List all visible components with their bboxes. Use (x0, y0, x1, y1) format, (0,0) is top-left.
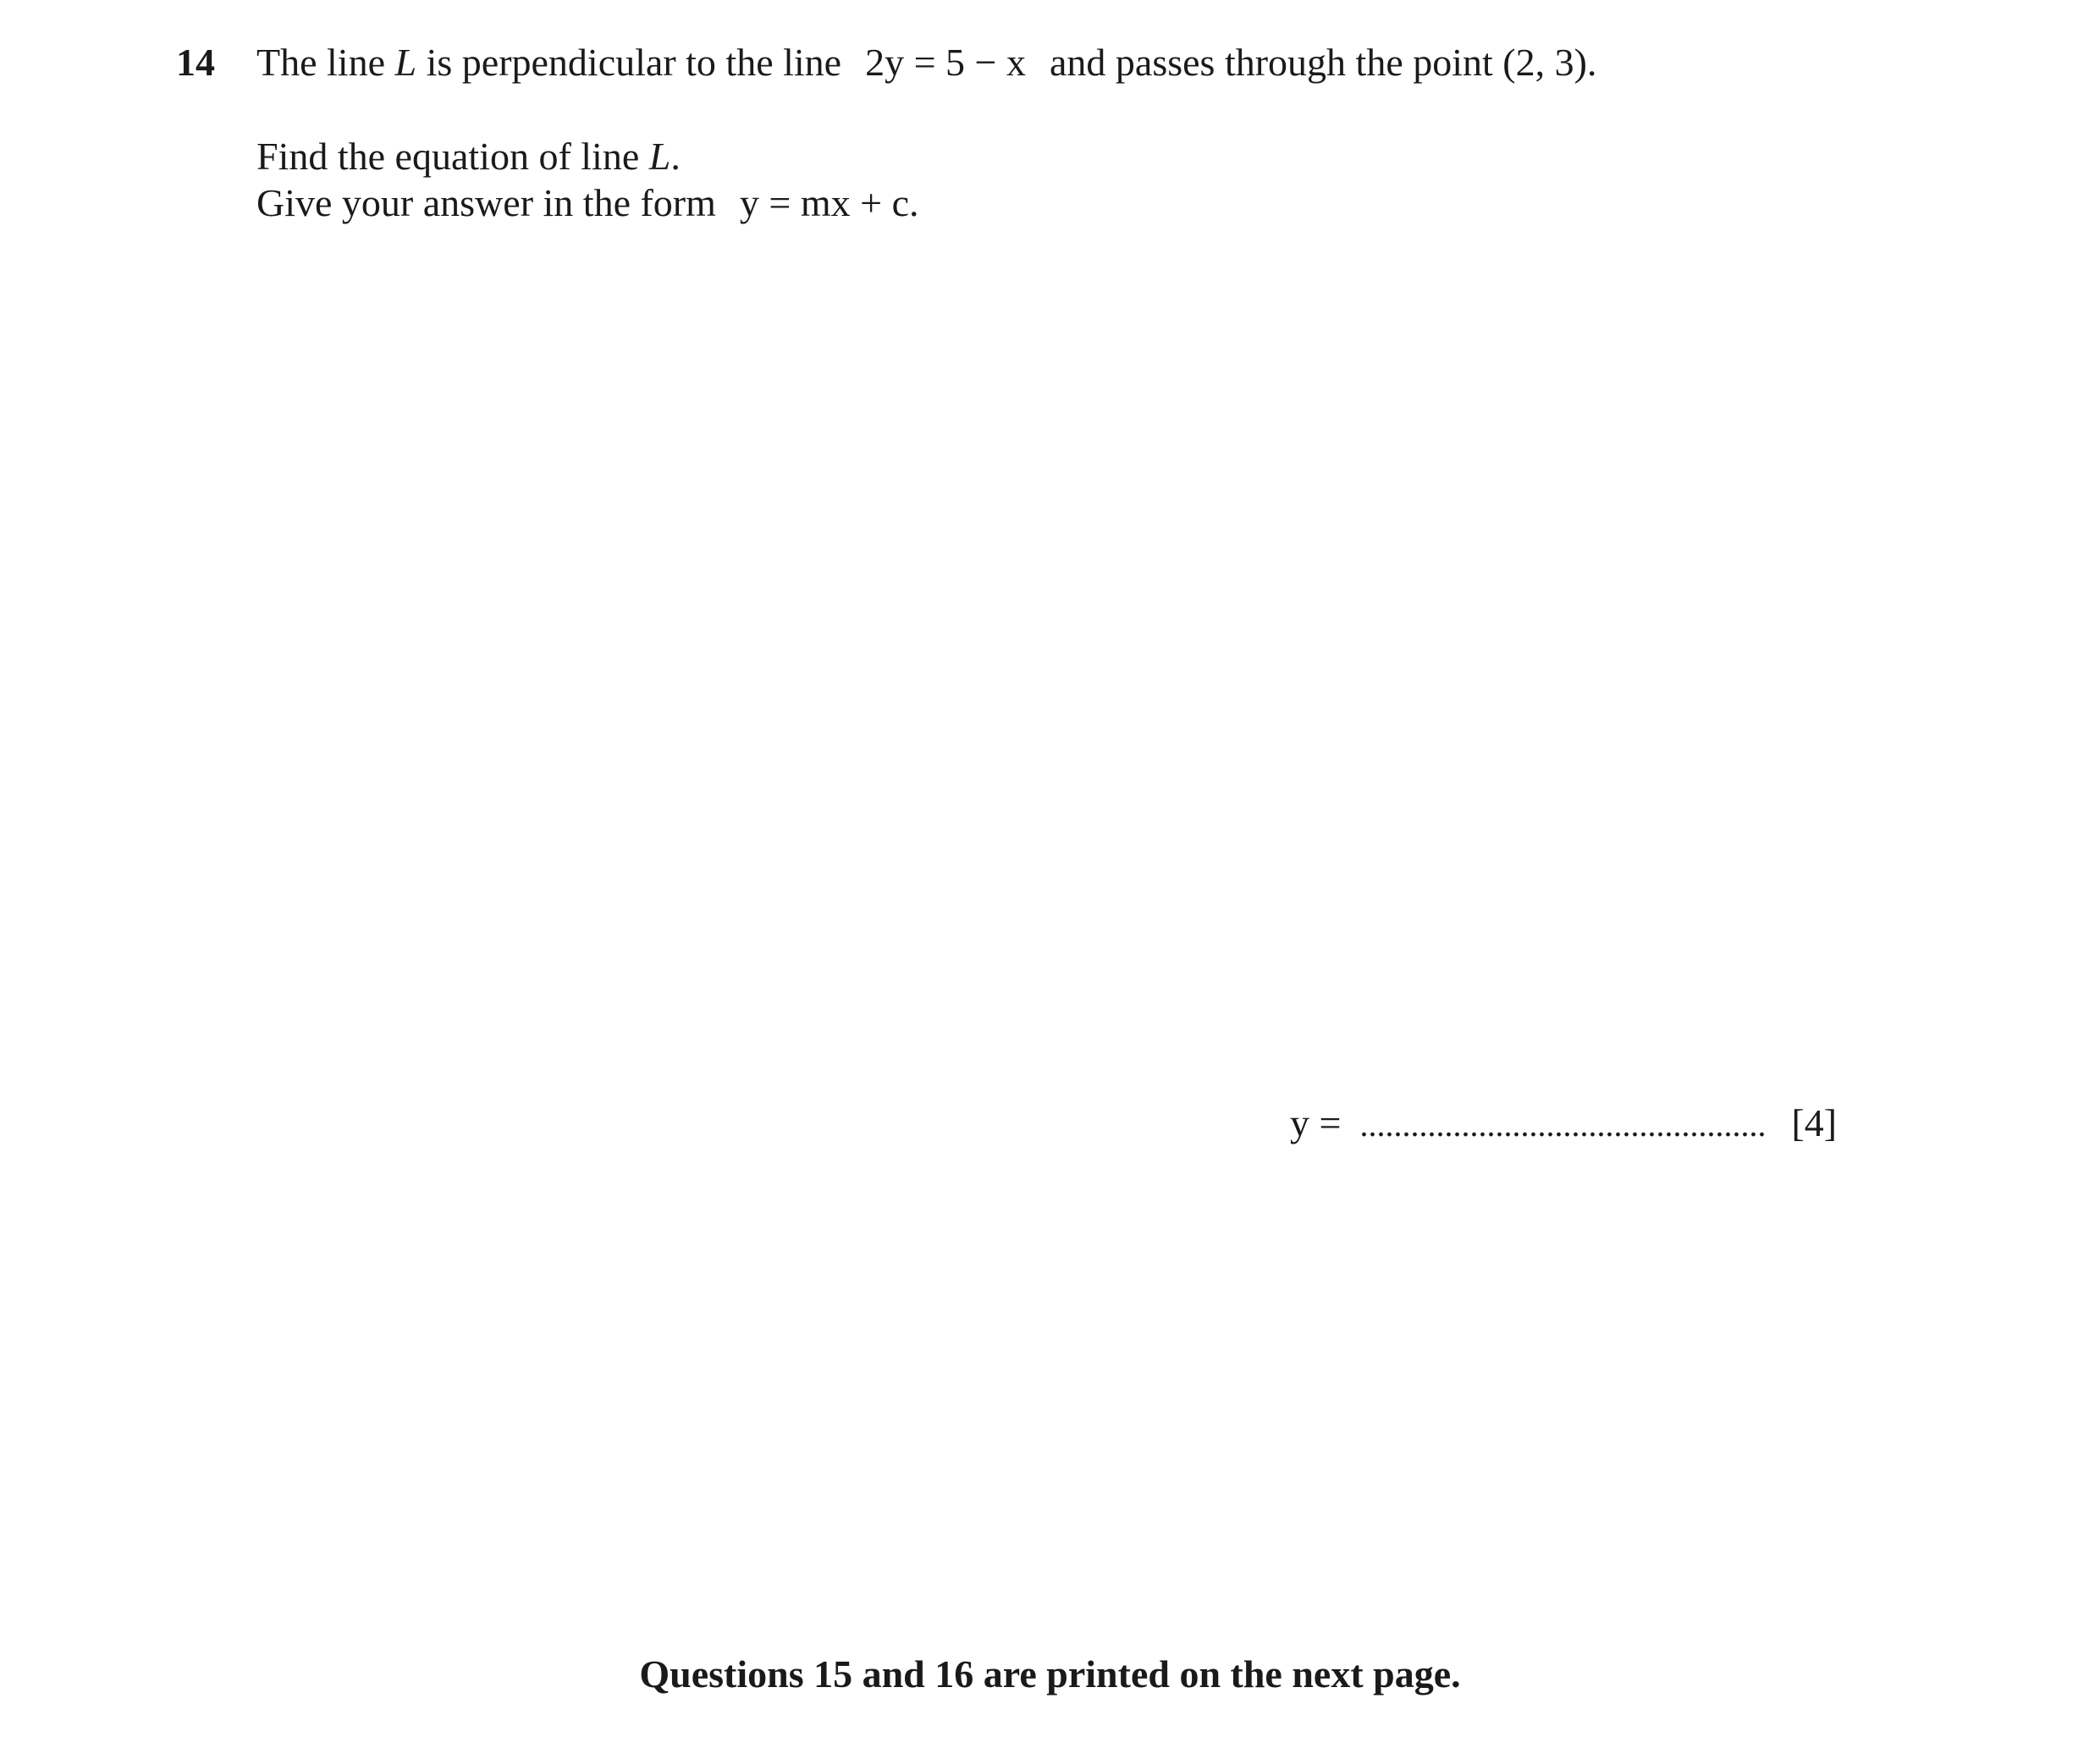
instruction-before: Find the equation of line (256, 135, 649, 178)
footer-note: Questions 15 and 16 are printed on the next page. (639, 1652, 1461, 1696)
stem-after: and passes through the point (2, 3). (1050, 41, 1597, 84)
answer-line (1290, 1098, 1837, 1150)
stem-before: The line (256, 41, 395, 84)
instruction-line-name: L (648, 135, 671, 178)
form-text: Give your answer in the form (256, 181, 716, 224)
question-number: 14 (176, 41, 215, 84)
question-instruction (256, 131, 681, 182)
answer-prefix: y = (1290, 1101, 1342, 1144)
stem-middle: is perpendicular to the line (416, 41, 842, 84)
stem-line-name: L (394, 41, 417, 84)
marks-label: [4] (1791, 1101, 1838, 1144)
given-equation: 2y = 5 − x (865, 41, 1026, 84)
answer-dots[interactable]: ................................................ (1359, 1106, 1767, 1144)
form-equation: y = mx + c. (739, 181, 919, 224)
question-stem (256, 37, 1596, 88)
instruction-after: . (670, 135, 681, 178)
answer-form-instruction (256, 178, 919, 229)
